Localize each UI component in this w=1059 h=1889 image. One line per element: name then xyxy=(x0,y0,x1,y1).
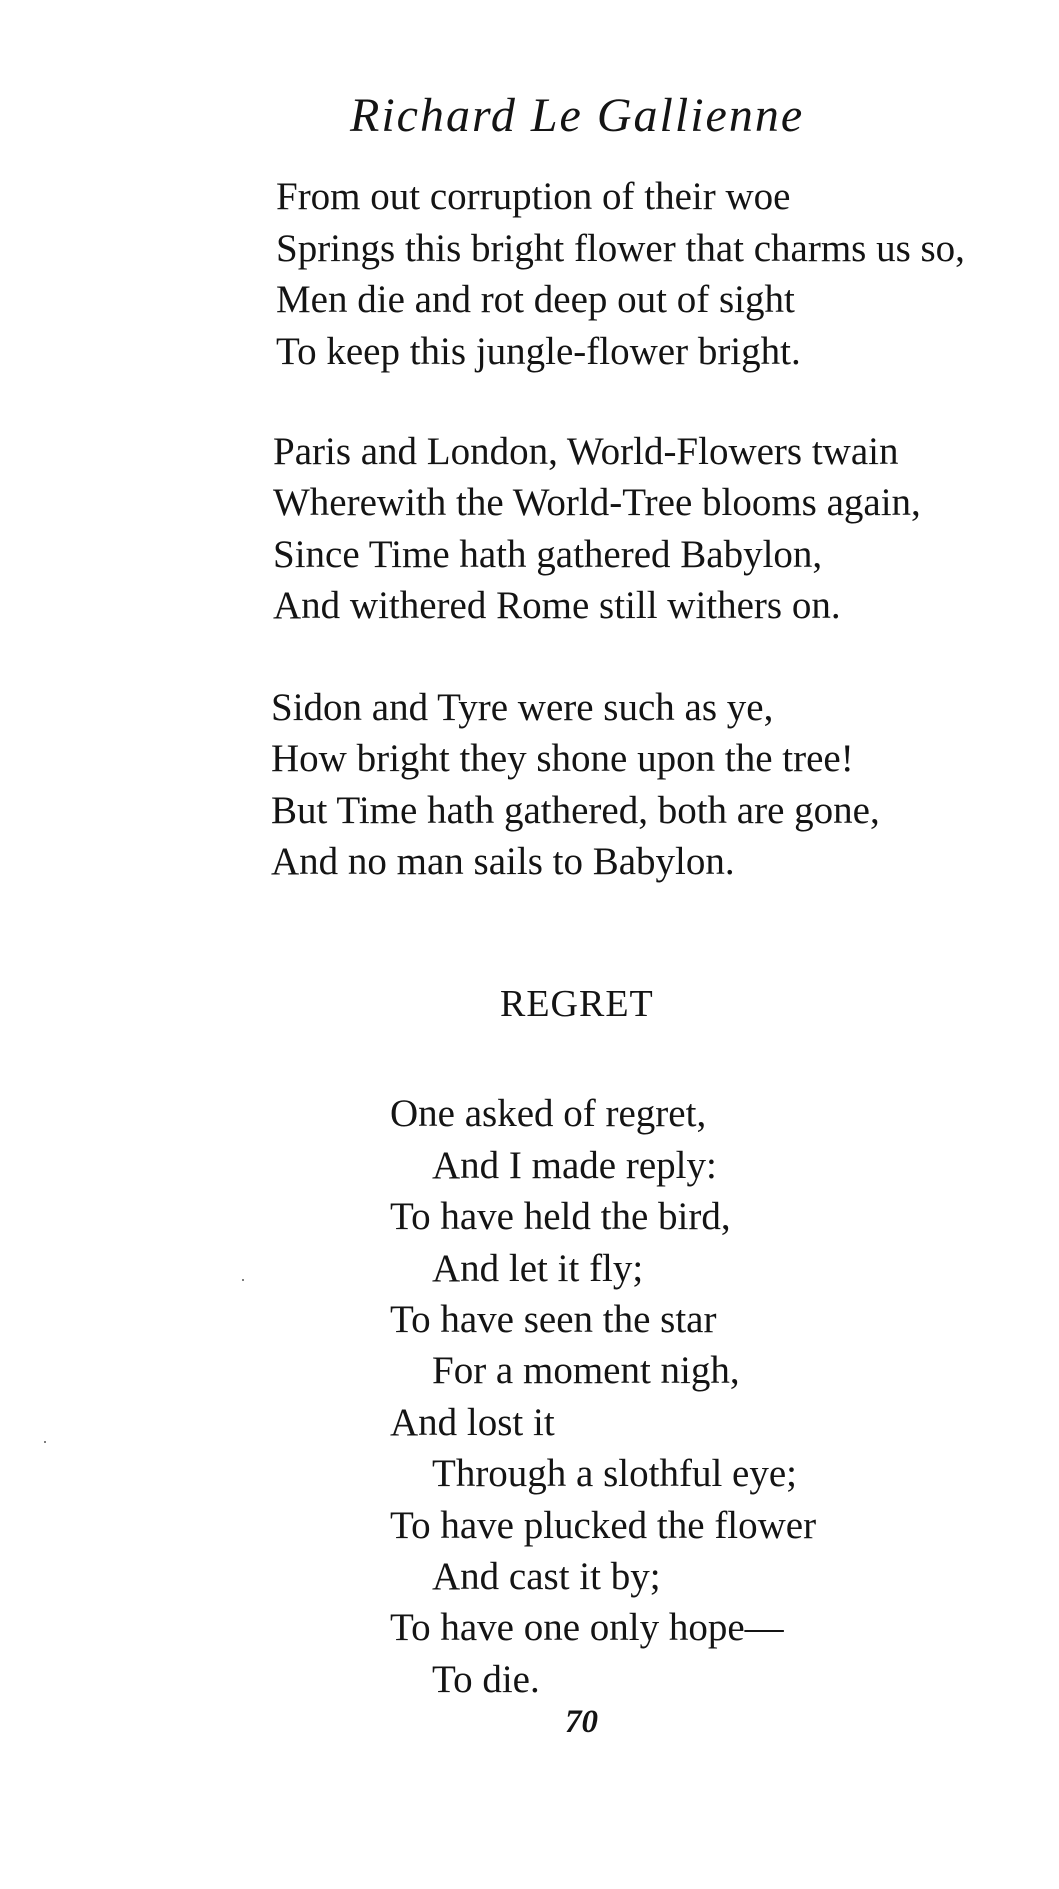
running-head-author: Richard Le Gallienne xyxy=(350,89,805,142)
regret-line: To die. xyxy=(432,1658,540,1701)
poem-line: From out corruption of their woe xyxy=(276,175,791,218)
regret-line: And I made reply: xyxy=(432,1144,717,1187)
regret-line: And let it fly; xyxy=(432,1247,644,1290)
poem-line: But Time hath gathered, both are gone, xyxy=(271,789,880,832)
poem-line: And withered Rome still withers on. xyxy=(273,584,841,627)
regret-line: To have held the bird, xyxy=(390,1195,731,1238)
regret-line: To have seen the star xyxy=(390,1298,717,1341)
poem-line: Men die and rot deep out of sight xyxy=(276,278,795,321)
regret-line: And lost it xyxy=(390,1401,555,1444)
regret-line: And cast it by; xyxy=(432,1555,661,1598)
regret-line: One asked of regret, xyxy=(390,1092,707,1135)
poem-line: How bright they shone upon the tree! xyxy=(271,737,854,780)
regret-line: Through a slothful eye; xyxy=(432,1452,797,1495)
poem-line: Springs this bright flower that charms us so, xyxy=(276,227,965,270)
poem-line: Wherewith the World-Tree blooms again, xyxy=(273,481,921,524)
poem-line: And no man sails to Babylon. xyxy=(271,840,735,883)
poem-line: Since Time hath gathered Babylon, xyxy=(273,533,823,576)
scan-speck xyxy=(242,1279,244,1281)
regret-line: To have plucked the flower xyxy=(390,1504,817,1547)
poem-line: Paris and London, World-Flowers twain xyxy=(273,430,899,473)
page-number: 70 xyxy=(565,1704,598,1740)
poem-line: To keep this jungle-flower bright. xyxy=(276,330,801,373)
poem-line: Sidon and Tyre were such as ye, xyxy=(271,686,774,729)
scan-speck xyxy=(44,1441,46,1443)
regret-line: For a moment nigh, xyxy=(432,1349,740,1392)
regret-line: To have one only hope— xyxy=(390,1606,784,1649)
poem-title: REGRET xyxy=(500,983,654,1025)
